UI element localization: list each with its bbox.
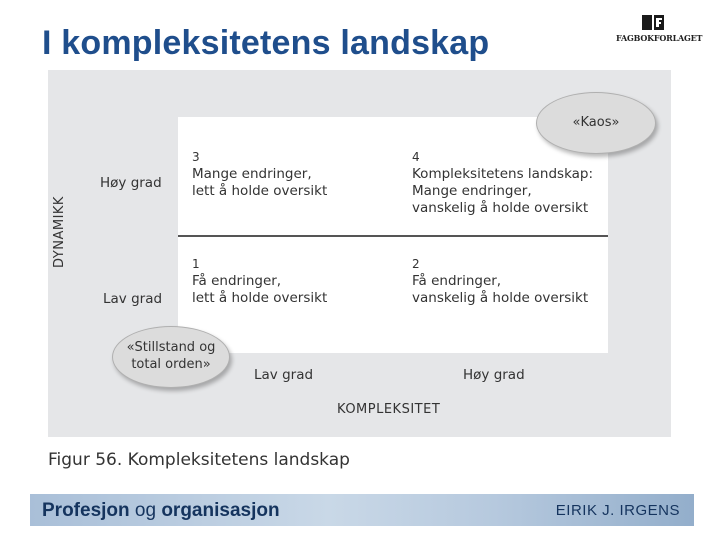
y-tick-high: Høy grad: [100, 175, 162, 191]
cell-1-line: Få endringer,: [192, 273, 282, 289]
cell-4-number: 4: [412, 150, 420, 164]
cell-2: [412, 256, 588, 307]
chaos-label: «Kaos»: [572, 115, 620, 130]
figure-caption: Figur 56. Kompleksitetens landskap: [48, 450, 350, 470]
matrix-divider: [178, 235, 608, 237]
footer-title-part: og: [134, 500, 157, 521]
publisher-logo: [616, 14, 703, 48]
footer-bar: [30, 494, 694, 526]
book-logo-icon: [642, 14, 664, 31]
cell-2-line: vanskelig å holde oversikt: [412, 290, 589, 306]
cell-1: [192, 256, 327, 307]
cell-4-line: Mange endringer,: [412, 183, 532, 199]
cell-4-line: vanskelig å holde oversikt: [412, 200, 589, 216]
cell-3-number: 3: [192, 150, 200, 164]
cell-3: [192, 149, 327, 200]
cell-2-line: Få endringer,: [412, 273, 502, 289]
footer-book-title: [42, 500, 280, 522]
x-axis-label: KOMPLEKSITET: [337, 402, 441, 417]
slide-title: I kompleksitetens landskap: [42, 24, 490, 62]
stillstand-label-line1: «Stillstand og: [126, 340, 216, 355]
cell-4-line: Kompleksitetens landskap:: [412, 166, 594, 182]
stillstand-label: [112, 339, 230, 373]
cell-3-line: Mange endringer,: [192, 166, 312, 182]
cell-1-line: lett å holde oversikt: [192, 290, 328, 306]
y-tick-low: Lav grad: [103, 291, 163, 307]
stillstand-label-line2: total orden»: [131, 357, 211, 372]
x-tick-high: Høy grad: [463, 367, 525, 383]
footer-title-part: Profesjon: [42, 500, 130, 521]
footer-title-part: organisasjon: [161, 500, 280, 521]
y-axis-label: DYNAMIKK: [52, 196, 67, 268]
cell-1-number: 1: [192, 257, 200, 271]
cell-3-line: lett å holde oversikt: [192, 183, 328, 199]
publisher-logo-text: FAGBOKFORLAGET: [616, 33, 703, 43]
x-tick-low: Lav grad: [254, 367, 314, 383]
footer-author: EIRIK J. IRGENS: [555, 502, 680, 519]
cell-2-number: 2: [412, 257, 420, 271]
cell-4: [412, 149, 593, 217]
